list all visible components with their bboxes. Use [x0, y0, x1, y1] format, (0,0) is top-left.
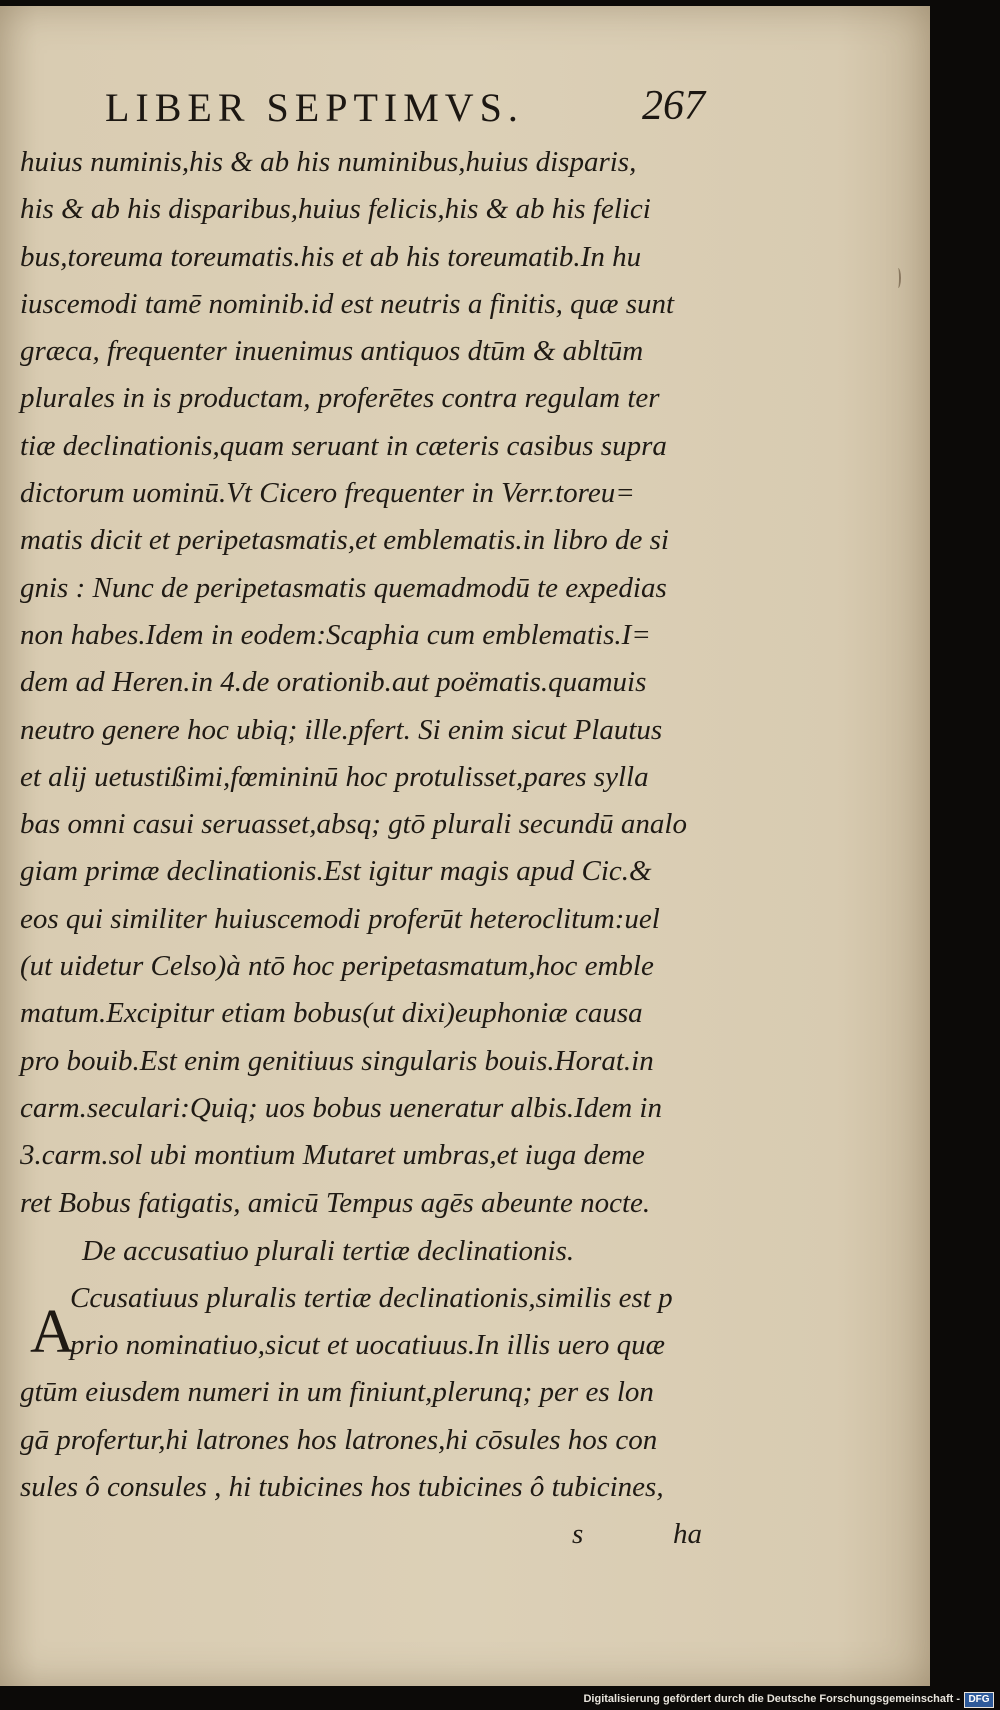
text-line: pro bouib.Est enim genitiuus singularis bouis.Horat.in	[20, 1044, 654, 1077]
text-line: iuscemodi tamē nominib.id est neutris a finitis, quæ sunt	[20, 287, 675, 320]
initial-letter: A	[30, 1297, 75, 1366]
text-line: prio nominatiuo,sicut et uocatiuus.In illis uero quæ	[70, 1329, 666, 1362]
text-line: dictorum uominū.Vt Cicero frequenter in Verr.toreu=	[20, 477, 635, 510]
signature-mark: s	[572, 1518, 584, 1551]
footer-credit: Digitalisierung gefördert durch die Deutsche Forschungsgemeinschaft -	[583, 1693, 960, 1705]
text-line: 3.carm.sol ubi montium Mutaret umbras,et iuga deme	[20, 1139, 645, 1172]
text-line: non habes.Idem in eodem:Scaphia cum emblematis.I=	[20, 618, 651, 651]
signature-line	[20, 1511, 720, 1558]
book-page	[0, 6, 930, 1686]
body-text	[20, 139, 720, 1558]
initial-paragraph	[20, 1275, 720, 1370]
text-line: Ccusatiuus pluralis tertiæ declinationis,similis est p	[70, 1281, 673, 1314]
text-line: et alij uetustißimi,fœmininū hoc protulisset,pares sylla	[20, 760, 649, 793]
text-line: neutro genere hoc ubiq; ille.pfert. Si enim sicut Plautus	[20, 713, 663, 746]
running-title: LIBER SEPTIMVS.	[105, 85, 524, 130]
dfg-logo: DFG	[964, 1692, 994, 1708]
text-line: græca, frequenter inuenimus antiquos dtūm & abltūm	[20, 335, 644, 368]
text-line: matum.Excipitur etiam bobus(ut dixi)euphoniæ causa	[20, 997, 643, 1030]
text-line: dem ad Heren.in 4.de orationib.aut poëmatis.quamuis	[20, 666, 647, 699]
page-number: 267	[642, 83, 705, 129]
text-line: (ut uidetur Celso)à ntō hoc peripetasmatum,hoc emble	[20, 950, 654, 983]
text-line: gnis : Nunc de peripetasmatis quemadmodū te expedias	[20, 571, 667, 604]
text-line: bas omni casui seruasset,absq; gtō plurali secundū analo	[20, 808, 687, 841]
text-line: eos qui similiter huiuscemodi proferūt heteroclitum:uel	[20, 902, 660, 935]
text-line: sules ô consules , hi tubicines hos tubicines ô tubicines,	[20, 1471, 664, 1504]
text-line: bus,toreuma toreumatis.his et ab his toreumatib.In hu	[20, 240, 642, 273]
margin-mark	[895, 268, 901, 288]
text-line: ret Bobus fatigatis, amicū Tempus agēs abeunte nocte.	[20, 1186, 651, 1219]
text-line: huius numinis,his & ab his numinibus,huius disparis,	[20, 146, 637, 178]
text-line: matis dicit et peripetasmatis,et emblematis.in libro de si	[20, 524, 669, 557]
text-line: tiæ declinationis,quam seruant in cæteris casibus supra	[20, 429, 667, 462]
running-head	[105, 84, 705, 130]
text-line: carm.seculari:Quiq; uos bobus ueneratur albis.Idem in	[20, 1091, 662, 1124]
section-heading: De accusatiuo plurali tertiæ declinationis.	[82, 1234, 575, 1267]
text-line: gā profertur,hi latrones hos latrones,hi cōsules hos con	[20, 1423, 658, 1456]
text-line: gtūm eiusdem numeri in um finiunt,plerunq; per es lon	[20, 1376, 654, 1409]
digitization-footer	[0, 1690, 1000, 1710]
text-line: giam primæ declinationis.Est igitur magis apud Cic.&	[20, 855, 652, 888]
catchword: ha	[673, 1518, 702, 1551]
text-line: his & ab his disparibus,huius felicis,his & ab his felici	[20, 193, 651, 226]
text-line: plurales in is productam, proferētes contra regulam ter	[20, 382, 660, 415]
